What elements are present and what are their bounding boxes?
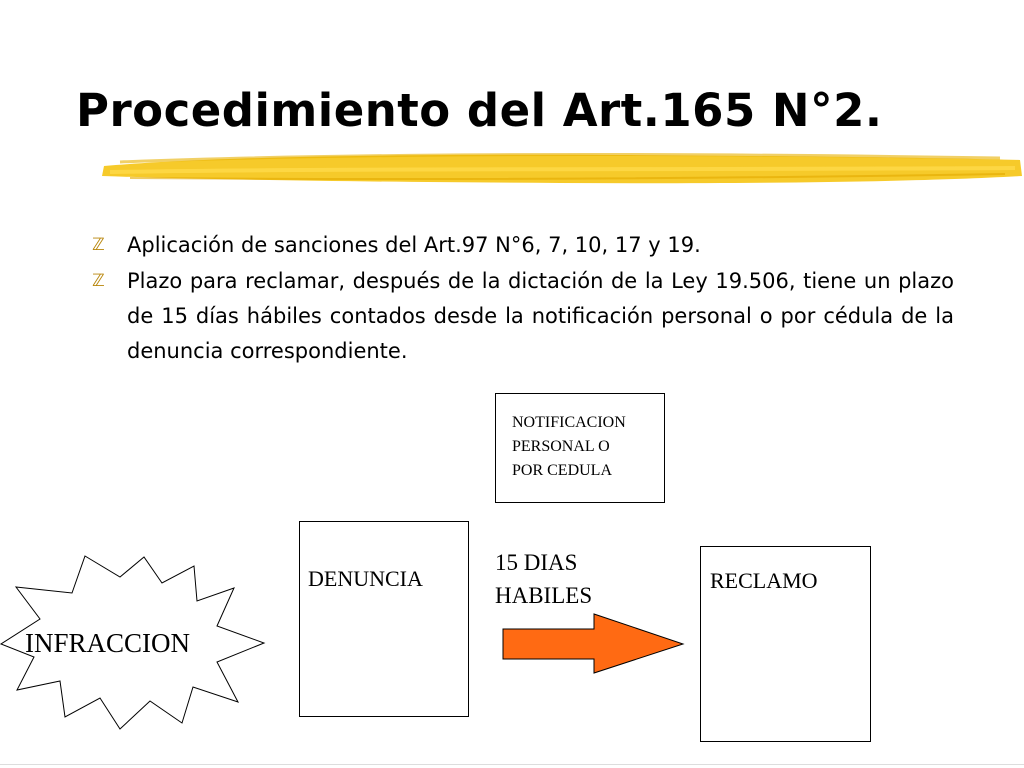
bullet-item (90, 264, 954, 369)
reclamo-box (700, 546, 871, 742)
bullet-list (90, 228, 954, 370)
bullet-text: Plazo para reclamar, después de la dictación de la Ley 19.506, tiene un plazo de 15 días hábiles contados desde la notificación personal o por cédula de la denuncia correspondiente. (127, 269, 954, 363)
infraccion-label: INFRACCION (25, 628, 191, 658)
notificacion-line: PERSONAL O (512, 438, 610, 455)
notificacion-line: POR CEDULA (512, 462, 613, 479)
bullet-text: Aplicación de sanciones del Art.97 N°6, 7, 10, 17 y 19. (127, 233, 701, 257)
footer-divider (0, 764, 1024, 765)
notificacion-line: NOTIFICACION (512, 414, 626, 431)
z-bullet-icon: ℤ (92, 271, 105, 291)
slide-title: Procedimiento del Art.165 N°2. (76, 84, 883, 137)
days-label (495, 546, 592, 612)
bullet-item (90, 228, 954, 263)
title-underline-brushstroke (100, 150, 1024, 190)
days-line: HABILES (495, 583, 593, 608)
denuncia-box (299, 521, 469, 717)
notificacion-box (495, 393, 665, 503)
z-bullet-icon: ℤ (92, 235, 105, 255)
denuncia-label: DENUNCIA (308, 566, 423, 591)
right-arrow-icon (502, 613, 686, 675)
days-line: 15 DIAS (495, 550, 578, 575)
reclamo-label: RECLAMO (710, 568, 818, 593)
